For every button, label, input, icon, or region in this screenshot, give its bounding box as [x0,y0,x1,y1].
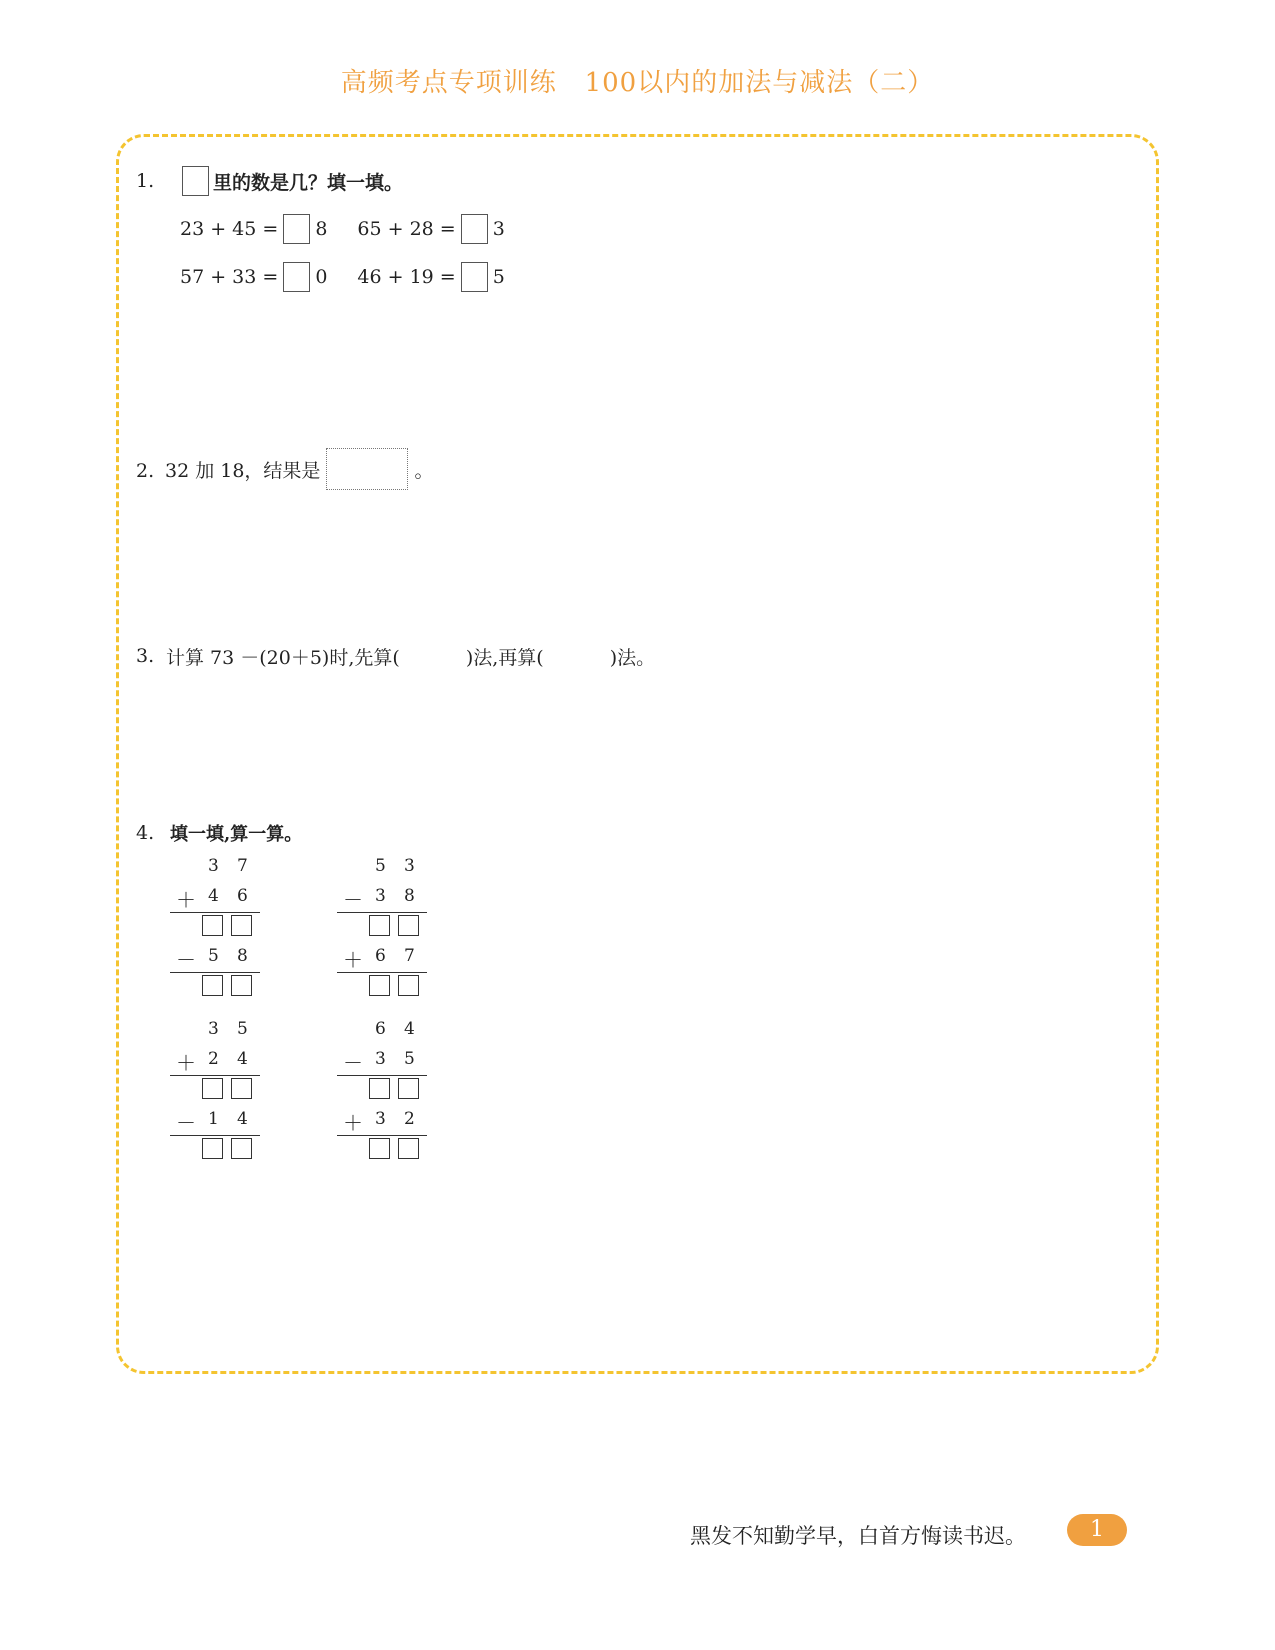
calc-digit: 4 [208,886,219,906]
page-title: 高频考点专项训练 100以内的加法与减法（二） [340,68,935,98]
answer-box[interactable] [398,975,419,996]
q3-number: 3. [136,645,155,667]
calc-digit: 6 [237,886,248,906]
calc-digit: 4 [237,1049,248,1069]
calc-digit: 5 [208,946,219,966]
q1-example-box [182,166,209,196]
q1-eq-1-suffix: 8 [315,218,328,240]
calc-digit: 3 [208,1019,219,1039]
q1-eq-1-left: 23 + 45 = [180,218,279,240]
calc-digit: 5 [404,1049,415,1069]
answer-box[interactable] [398,1078,419,1099]
calc-digit: 7 [237,856,248,876]
answer-box[interactable] [231,975,252,996]
q1-eq-4-answer-box[interactable] [461,262,488,292]
answer-box[interactable] [369,1078,390,1099]
q4-prompt: 填一填,算一算。 [170,824,303,845]
vertical-calc-1 [170,852,260,1002]
q3-text-c: )法。 [609,647,656,669]
q1-eq-2-left: 65 + 28 = [357,218,456,240]
q1-eq-3-left: 57 + 33 = [180,266,279,288]
calc-digit: 3 [375,1049,386,1069]
calc-digit: 8 [237,946,248,966]
q1-eq-2-answer-box[interactable] [461,214,488,244]
answer-box[interactable] [202,1138,223,1159]
q3-text-b: )法,再算( [465,647,544,669]
q1-eq-1-answer-box[interactable] [283,214,310,244]
q1-row-1 [180,214,505,244]
q1-number: 1. [136,170,155,192]
q3-text-a: 计算 73 －(20＋5)时,先算( [166,647,400,669]
plus-sign: ＋ [176,888,196,912]
q2-answer-box[interactable] [326,448,408,490]
q1-prompt: 里的数是几？填一填。 [213,171,404,194]
calc-digit: 6 [375,946,386,966]
answer-box[interactable] [202,915,223,936]
calc-digit: 3 [208,856,219,876]
calc-digit: 7 [404,946,415,966]
calc-digit: 3 [375,886,386,906]
minus-sign: － [176,1111,196,1135]
calc-digit: 5 [237,1019,248,1039]
q2-end: 。 [414,459,434,482]
answer-box[interactable] [398,1138,419,1159]
calc-digit: 6 [375,1019,386,1039]
q1-prompt-row [182,166,403,196]
calc-digit: 2 [404,1109,415,1129]
answer-box[interactable] [202,1078,223,1099]
exercise-frame [116,134,1159,1374]
q1-eq-3-suffix: 0 [315,266,328,288]
q3-row [166,643,655,670]
q1-eq-3-answer-box[interactable] [283,262,310,292]
vertical-calc-3 [170,1015,260,1165]
plus-sign: ＋ [176,1051,196,1075]
q1-row-2 [180,262,505,292]
calc-digit: 3 [404,856,415,876]
q1-eq-4-suffix: 5 [492,266,505,288]
calc-digit: 4 [237,1109,248,1129]
page-number-badge: 1 [1067,1514,1127,1546]
answer-box[interactable] [369,975,390,996]
q1-eq-4-left: 46 + 19 = [357,266,456,288]
answer-box[interactable] [398,915,419,936]
answer-box[interactable] [369,1138,390,1159]
answer-box[interactable] [231,1078,252,1099]
calc-digit: 2 [208,1049,219,1069]
calc-digit: 3 [375,1109,386,1129]
minus-sign: － [343,1051,363,1075]
minus-sign: － [176,948,196,972]
q4-number: 4. [136,822,155,844]
vertical-calc-4 [337,1015,427,1165]
calc-digit: 5 [375,856,386,876]
plus-sign: ＋ [343,948,363,972]
answer-box[interactable] [231,1138,252,1159]
q1-eq-2-suffix: 3 [492,218,505,240]
vertical-calc-2 [337,852,427,1002]
q2-text: 32 加 18，结果是 [165,459,321,482]
plus-sign: ＋ [343,1111,363,1135]
footer-motto: 黑发不知勤学早，白首方悔读书迟。 [690,1524,1026,1548]
answer-box[interactable] [369,915,390,936]
q2-number: 2. [136,460,155,482]
calc-digit: 4 [404,1019,415,1039]
calc-digit: 1 [208,1109,219,1129]
answer-box[interactable] [202,975,223,996]
answer-box[interactable] [231,915,252,936]
minus-sign: － [343,888,363,912]
q2-row [165,448,433,490]
calc-digit: 8 [404,886,415,906]
